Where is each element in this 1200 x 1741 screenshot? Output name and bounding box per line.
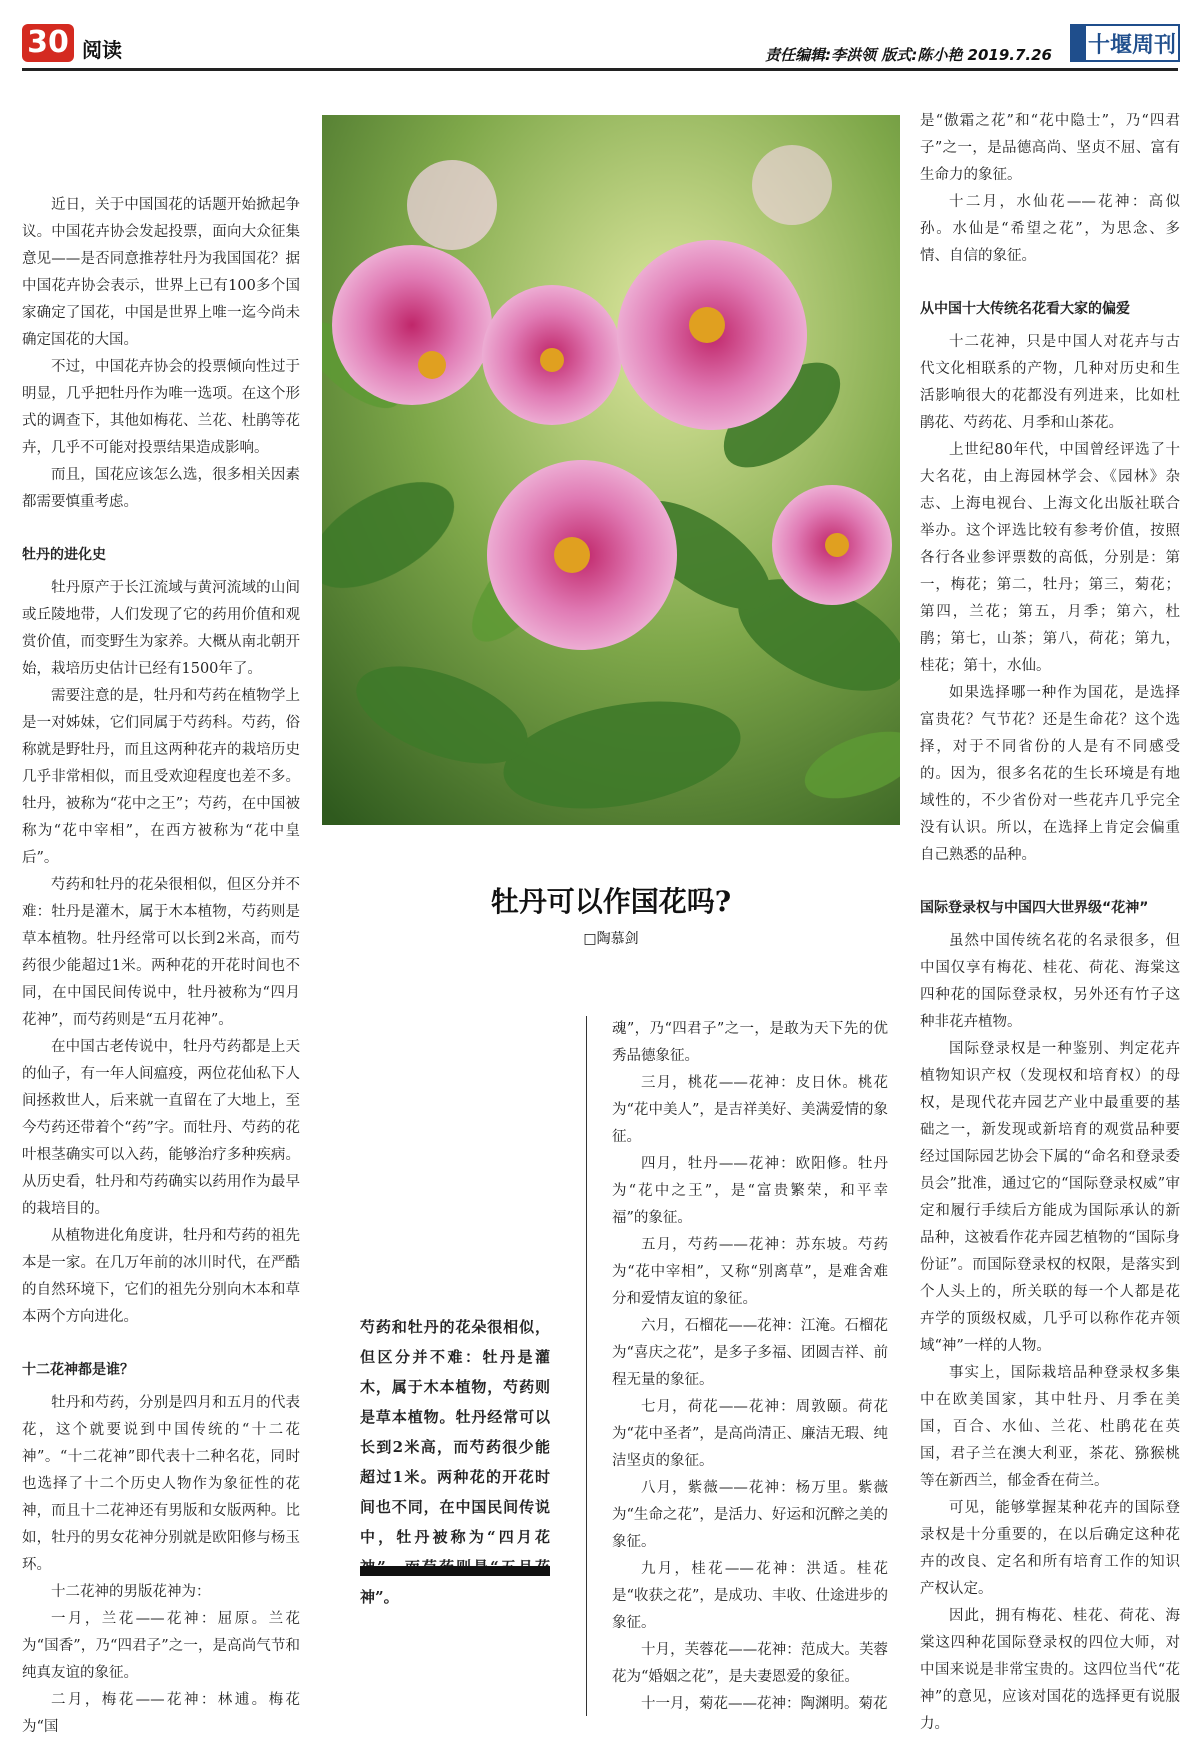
pull-quote-bar [360,1566,550,1576]
masthead-text: 十堰周刊 [1088,32,1177,58]
paragraph: 可见，能够掌握某种花卉的国际登录权是十分重要的，在以后确定这种花卉的改良、定名和所有培育工作的知识产权认定。 [920,1500,1180,1597]
paragraph: 十二月，水仙花——花神：高似孙。水仙是“希望之花”，为思念、多情、自信的象征。 [920,194,1180,264]
pull-quote: 芍药和牡丹的花朵很相似，但区分并不难：牡丹是灌木，属于木本植物，芍药则是草本植物。牡丹经常可以长到2米高，而芍药很少能超过1米。两种花的开花时间也不同，在中国民间传说中，牡丹被称为“四月花 神”。 [360,1318,550,1606]
paragraph: 七月，荷花——花神：周敦颐。荷花为“花中圣者”，是高尚清正、廉洁无瑕、纯洁坚贞的象征。 [612,1399,888,1469]
paragraph: 事实上，国际栽培品种登录权多集中在欧美国家，其中牡丹、月季在美国，百合、水仙、兰花、杜鹃花在英国，君子兰在澳大利亚，茶花、猕猴桃等在新西兰，郁金香在荷兰。 [920,1365,1180,1489]
paragraph: 四月，牡丹——花神：欧阳修。牡丹为“花中之王”，是“富贵繁荣，和平幸福”的象征。 [612,1156,888,1226]
paragraph: 魂”，乃“四君子”之一，是敢为天下先的优秀品德象征。 [612,1021,888,1064]
paragraph: 因此，拥有梅花、桂花、荷花、海棠这四种花国际登录权的四位大师，对中国来说是非常宝贵的。这四位当代“花神”的意见，应该对国花的选择更有说服力。 [920,1608,1180,1732]
column-1 [22,192,300,1741]
column-divider [586,1016,587,1716]
paragraph: 十月，芙蓉花——花神：范成大。芙蓉花为“婚姻之花”，是夫妻恩爱的象征。 [612,1642,888,1685]
column-4 [920,108,1180,1738]
paragraph: 在中国古老传说中，牡丹芍药都是上天的仙子，有一年人间瘟疫，两位花仙私下人间拯救世人，后来就一直留在了大地上，至今芍药还带着个“药”字。而牡丹、芍药的花叶根茎确实可以入药，能够治疗多种疾病。从历史看，牡丹和芍药确实以药用作为最早的栽培目的。 [22,1039,300,1217]
paragraph: 五月，芍药——花神：苏东坡。芍药为“花中宰相”，又称“别离草”，是难舍难分和爱情友谊的象征。 [612,1237,888,1307]
paragraph: 九月，桂花——花神：洪适。桂花是“收获之花”，是成功、丰收、仕途进步的象征。 [612,1561,888,1631]
paragraph: 六月，石榴花——花神：江淹。石榴花为“喜庆之花”，是多子多福、团圆吉祥、前程无量的象征。 [612,1318,888,1388]
paragraph: 是“傲霜之花”和“花中隐士”，乃“四君子”之一，是品德高尚、坚贞不屈、富有生命力的象征。 [920,113,1180,183]
masthead-bar [1072,26,1086,60]
paragraph: 虽然中国传统名花的名录很多，但中国仅享有梅花、桂花、荷花、海棠这四种花的国际登录权，另外还有竹子这种非花卉植物。 [920,933,1180,1030]
paragraph: 一月，兰花——花神：屈原。兰花为“国香”，乃“四君子”之一，是高尚气节和纯真友谊的象征。 [22,1611,300,1681]
subheading: 十二花神都是谁？ [22,1362,134,1378]
paragraph: 芍药和牡丹的花朵很相似，但区分并不难：牡丹是灌木，属于木本植物，芍药则是草本植物。牡丹经常可以长到2米高，而芍药很少能超过1米。两种花的开花时间也不同，在中国民间传说中，牡丹被称为“四月花神”，而芍药则是“五月花神”。 [22,877,300,1028]
subheading: 牡丹的进化史 [22,547,106,563]
page-header [0,0,1200,80]
paragraph: 二月，梅花——花神：林逋。梅花为“国 [22,1692,300,1735]
paragraph: 牡丹和芍药，分别是四月和五月的代表花，这个就要说到中国传统的“十二花神”。“十二花神”即代表十二种名花，同时也选择了十二个历史人物作为象征性的花神，而且十二花神还有男版和女版两种。比如，牡丹的男女花神分别就是欧阳修与杨玉环。 [22,1395,300,1573]
subheading: 国际登录权与中国四大世界级“花神” [920,900,1149,916]
paragraph: 十一月，菊花——花神：陶渊明。菊花 [641,1696,888,1712]
paragraph: 不过，中国花卉协会的投票倾向性过于明显，几乎把牡丹作为唯一选项。在这个形式的调查下，其他如梅花、兰花、杜鹃等花卉，几乎不可能对投票结果造成影响。 [22,359,300,456]
page-number: 30 [22,24,74,62]
paragraph: 牡丹原产于长江流域与黄河流域的山间或丘陵地带，人们发现了它的药用价值和观赏价值，而变野生为家养。大概从南北朝开始，栽培历史估计已经有1500年了。 [22,580,300,677]
paragraph: 三月，桃花——花神：皮日休。桃花为“花中美人”，是吉祥美好、美满爱情的象征。 [612,1075,888,1145]
column-3 [612,1016,888,1718]
paragraph: 从植物进化角度讲，牡丹和芍药的祖先本是一家。在几万年前的冰川时代，在严酷的自然环境下，它们的祖先分别向木本和草本两个方向进化。 [22,1228,300,1325]
paragraph: 而且，国花应该怎么选，很多相关因素都需要慎重考虑。 [22,467,300,510]
peony-illustration [322,115,900,825]
article-title: 牡丹可以作国花吗? [490,885,732,918]
paragraph: 国际登录权是一种鉴别、判定花卉植物知识产权（发现权和培育权）的母权，是现代花卉园艺产业中最重要的基础之一，新发现或新培育的观赏品种要经过国际园艺协会下属的“命名和登录委员会”批准，通过它的“国际登录权威”审定和履行手续后方能成为国际承认的新品种，这被看作花卉园艺植物的“国际身份证”。而国际登录权的权限，是落实到个人头上的，所关联的每一个人都是花卉学的顶级权威，几乎可以称作花卉领域“神”一样的人物。 [920,1041,1180,1354]
paragraph: 十二花神的男版花神为： [51,1584,211,1600]
editor-credits: 责任编辑:李洪领 版式:陈小艳 2019.7.26 [765,46,1052,64]
subheading: 从中国十大传统名花看大家的偏爱 [920,301,1130,317]
peony-photo [322,115,900,825]
paragraph: 八月，紫薇——花神：杨万里。紫薇为“生命之花”，是活力、好运和沉醉之美的象征。 [612,1480,888,1550]
paragraph: 上世纪80年代，中国曾经评选了十大名花，由上海园林学会、《园林》杂志、上海电视台、上海文化出版社联合举办。这个评选比较有参考价值，按照各行各业参评票数的高低，分别是：第一，梅花；第二，牡丹；第三，菊花；第四，兰花；第五，月季；第六，杜鹃；第七，山茶；第八，荷花；第九，桂花；第十，水仙。 [920,442,1180,674]
paragraph: 近日，关于中国国花的话题开始掀起争议。中国花卉协会发起投票，面向大众征集意见——是否同意推荐牡丹为我国国花？据中国花卉协会表示，世界上已有100多个国家确定了国花，中国是世界上唯一迄今尚未确定国花的大国。 [22,197,300,348]
paragraph: 十二花神，只是中国人对花卉与古代文化相联系的产物，几种对历史和生活影响很大的花都没有列进来，比如杜鹃花、芍药花、月季和山茶花。 [920,334,1180,431]
paragraph: 需要注意的是，牡丹和芍药在植物学上是一对姊妹，它们同属于芍药科。芍药，俗称就是野牡丹，而且这两种花卉的栽培历史几乎非常相似，而且受欢迎程度也差不多。牡丹，被称为“花中之王”；芍药，在中国被称为“花中宰相”，在西方被称为“花中皇后”。 [22,688,300,866]
header-rule [22,68,1178,71]
paragraph: 如果选择哪一种作为国花，是选择富贵花？气节花？还是生命花？这个选择，对于不同省份的人是有不同感受的。因为，很多名花的生长环境是有地域性的，不少省份对一些花卉几乎完全没有认识。所以，在选择上肯定会偏重自己熟悉的品种。 [920,685,1180,863]
article-byline: □陶慕剑 [583,931,639,947]
masthead-logo [1070,24,1180,62]
section-name: 阅读 [82,38,122,62]
